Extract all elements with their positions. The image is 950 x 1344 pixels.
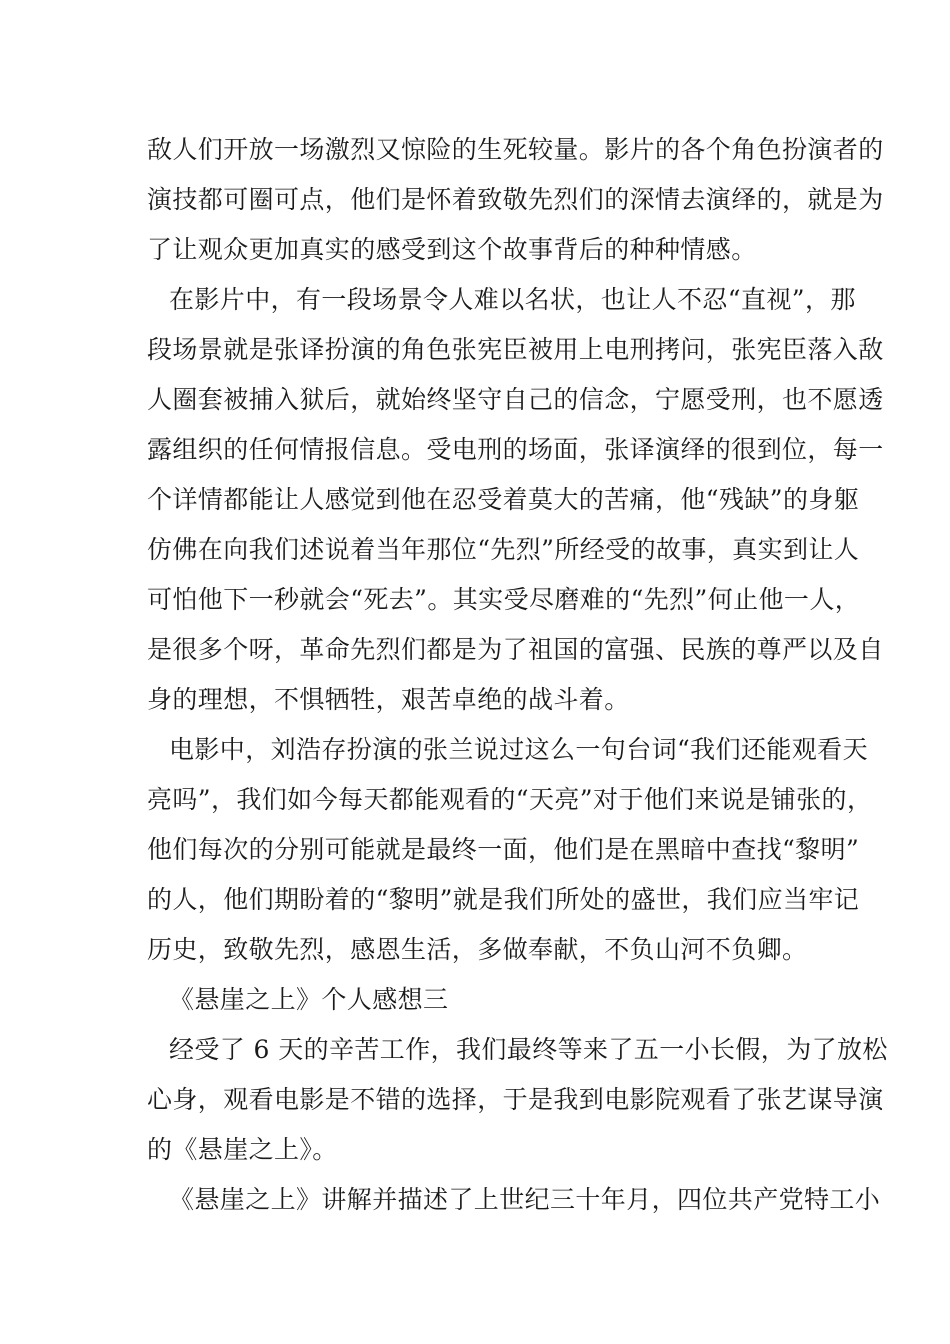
text-line: 演技都可圈可点，他们是怀着致敬先烈们的深情去演绎的，就是为 [147,185,884,214]
text-line: 身的理想，不惧牺牲，艰苦卓绝的战斗着。 [147,685,630,714]
text-line: 《悬崖之上》个人感想三 [169,985,449,1014]
text-line: 《悬崖之上》讲解并描述了上世纪三十年月，四位共产党特工小 [169,1185,881,1214]
text-line: 历史，致敬先烈，感恩生活，多做奉献，不负山河不负卿。 [147,935,808,964]
document-body [147,125,888,1225]
text-line: 心身，观看电影是不错的选择，于是我到电影院观看了张艺谋导演 [147,1085,884,1114]
text-line: 他们每次的分别可能就是最终一面，他们是在黑暗中查找“黎明” [147,835,860,864]
text-line: 电影中，刘浩存扮演的张兰说过这么一句台词“我们还能观看天 [169,735,868,764]
text-line: 个详情都能让人感觉到他在忍受着莫大的苦痛，他“残缺”的身躯 [147,485,860,514]
text-line: 可怕他下一秒就会“死去”。其实受尽磨难的“先烈”何止他一人， [147,585,861,614]
text-line: 亮吗”，我们如今每天都能观看的“天亮”对于他们来说是铺张的， [147,785,873,814]
text-line: 的人，他们期盼着的“黎明”就是我们所处的盛世，我们应当牢记 [147,885,860,914]
text-line: 在影片中，有一段场景令人难以名状，也让人不忍“直视”，那 [169,285,856,314]
text-line: 经受了 6 天的辛苦工作，我们最终等来了五一小长假，为了放松 [169,1035,888,1064]
text-line: 了让观众更加真实的感受到这个故事背后的种种情感。 [147,235,757,264]
text-line: 段场景就是张译扮演的角色张宪臣被用上电刑拷问，张宪臣落入敌 [147,335,884,364]
text-line: 的《悬崖之上》。 [147,1135,338,1164]
text-line: 敌人们开放一场激烈又惊险的生死较量。影片的各个角色扮演者的 [147,135,884,164]
text-line: 是很多个呀，革命先烈们都是为了祖国的富强、民族的尊严以及自 [147,635,884,664]
text-line: 人圈套被捕入狱后，就始终坚守自己的信念，宁愿受刑，也不愿透 [147,385,884,414]
text-line: 露组织的任何情报信息。受电刑的场面，张译演绎的很到位，每一 [147,435,884,464]
text-line: 仿佛在向我们述说着当年那位“先烈”所经受的故事，真实到让人 [147,535,860,564]
